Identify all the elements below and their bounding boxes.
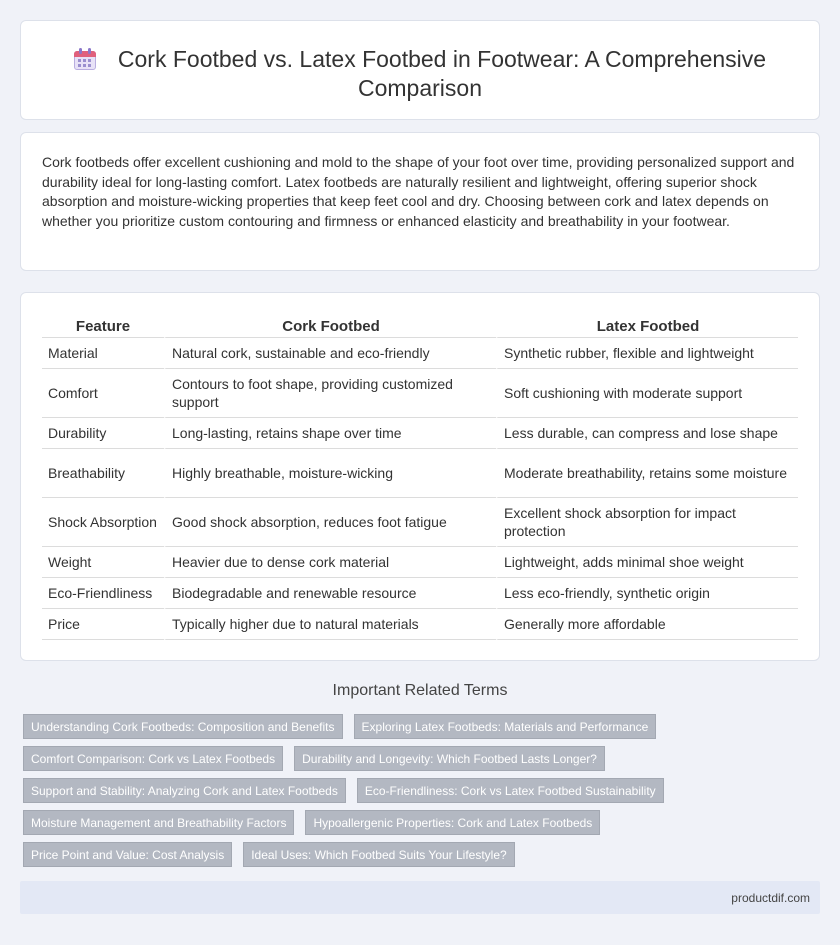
feature-cell: Price xyxy=(42,609,164,640)
cork-cell: Contours to foot shape, providing customized support xyxy=(164,369,496,418)
latex-cell: Less durable, can compress and lose shape xyxy=(496,418,798,449)
related-term-tag[interactable]: Understanding Cork Footbeds: Composition and Benefits xyxy=(23,714,343,739)
cork-cell: Highly breathable, moisture-wicking xyxy=(164,449,496,498)
related-term-tag[interactable]: Comfort Comparison: Cork vs Latex Footbeds xyxy=(23,746,283,771)
related-term-tag[interactable]: Ideal Uses: Which Footbed Suits Your Lifestyle? xyxy=(243,842,514,867)
feature-cell: Breathability xyxy=(42,449,164,498)
feature-cell: Comfort xyxy=(42,369,164,418)
page-title xyxy=(61,45,779,103)
footer-site-link[interactable]: productdif.com xyxy=(731,891,810,905)
title-card xyxy=(20,20,820,120)
cork-cell: Biodegradable and renewable resource xyxy=(164,578,496,609)
cork-cell: Good shock absorption, reduces foot fatigue xyxy=(164,498,496,547)
footer-bar xyxy=(20,881,820,914)
related-term-tag[interactable]: Eco-Friendliness: Cork vs Latex Footbed Sustainability xyxy=(357,778,664,803)
header-latex: Latex Footbed xyxy=(496,314,798,338)
intro-card xyxy=(20,132,820,271)
page-title-text: Cork Footbed vs. Latex Footbed in Footwear: A Comprehensive Comparison xyxy=(117,46,767,101)
table-row xyxy=(42,578,798,609)
intro-paragraph: Cork footbeds offer excellent cushioning and mold to the shape of your foot over time, providing personalized support and durability ideal for long-lasting comfort. Latex footbeds are naturally resilient and lightweight, offering superior shock absorption and moisture-wicking properties that keep feet cool and dry. Choosing between cork and latex depends on whether you prioritize custom contouring and firmness or enhanced elasticity and breathability in your footwear. xyxy=(42,154,795,229)
header-feature: Feature xyxy=(42,314,164,338)
cork-cell: Natural cork, sustainable and eco-friendly xyxy=(164,338,496,369)
related-term-tag[interactable]: Moisture Management and Breathability Factors xyxy=(23,810,294,835)
feature-cell: Shock Absorption xyxy=(42,498,164,547)
table-row xyxy=(42,338,798,369)
latex-cell: Lightweight, adds minimal shoe weight xyxy=(496,547,798,578)
table-row xyxy=(42,498,798,547)
related-term-tag[interactable]: Hypoallergenic Properties: Cork and Latex Footbeds xyxy=(305,810,600,835)
feature-cell: Material xyxy=(42,338,164,369)
cork-cell: Long-lasting, retains shape over time xyxy=(164,418,496,449)
feature-cell: Weight xyxy=(42,547,164,578)
calendar-icon xyxy=(74,48,96,70)
table-row xyxy=(42,418,798,449)
related-term-tag[interactable]: Price Point and Value: Cost Analysis xyxy=(23,842,232,867)
related-term-tag[interactable]: Exploring Latex Footbeds: Materials and Performance xyxy=(354,714,657,739)
latex-cell: Less eco-friendly, synthetic origin xyxy=(496,578,798,609)
related-terms-list xyxy=(20,714,820,874)
latex-cell: Soft cushioning with moderate support xyxy=(496,369,798,418)
table-row xyxy=(42,369,798,418)
header-cork: Cork Footbed xyxy=(164,314,496,338)
latex-cell: Generally more affordable xyxy=(496,609,798,640)
related-term-tag[interactable]: Durability and Longevity: Which Footbed Lasts Longer? xyxy=(294,746,605,771)
comparison-card xyxy=(20,292,820,661)
comparison-table xyxy=(42,314,798,640)
table-row xyxy=(42,449,798,498)
feature-cell: Durability xyxy=(42,418,164,449)
table-row xyxy=(42,609,798,640)
table-row xyxy=(42,547,798,578)
cork-cell: Heavier due to dense cork material xyxy=(164,547,496,578)
latex-cell: Excellent shock absorption for impact protection xyxy=(496,498,798,547)
feature-cell: Eco-Friendliness xyxy=(42,578,164,609)
related-term-tag[interactable]: Support and Stability: Analyzing Cork and Latex Footbeds xyxy=(23,778,346,803)
latex-cell: Synthetic rubber, flexible and lightweight xyxy=(496,338,798,369)
related-terms-heading: Important Related Terms xyxy=(332,682,508,699)
table-header-row xyxy=(42,314,798,338)
cork-cell: Typically higher due to natural materials xyxy=(164,609,496,640)
latex-cell: Moderate breathability, retains some moisture xyxy=(496,449,798,498)
